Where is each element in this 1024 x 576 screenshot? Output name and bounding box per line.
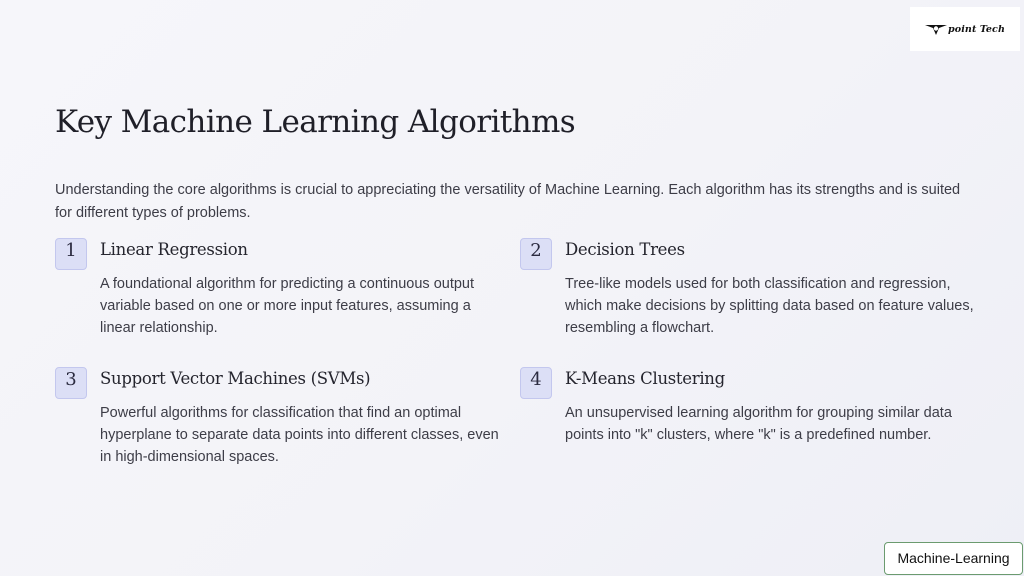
slide-title: Key Machine Learning Algorithms [55, 104, 576, 140]
number-badge: 1 [55, 238, 87, 270]
topic-tag[interactable]: Machine-Learning [884, 542, 1023, 575]
number-badge: 4 [520, 367, 552, 399]
intro-paragraph: Understanding the core algorithms is crucial to appreciating the versatility of Machine Learning. Each algorithm has its strengths and is suited for different types of problems. [55, 182, 961, 221]
number-badge: 2 [520, 238, 552, 270]
logo-text: point Tech [948, 23, 1005, 35]
algorithm-description: A foundational algorithm for predicting a continuous output variable based on one or more input features, assuming a linear relationship. [100, 276, 475, 337]
algorithm-description: Tree-like models used for both classification and regression, which make decisions by splitting data based on feature values, resembling a flowchart. [565, 276, 974, 337]
number-badge: 3 [55, 367, 87, 399]
algorithm-description: Powerful algorithms for classification that find an optimal hyperplane to separate data points into different classes, even in high-dimensional spaces. [100, 405, 499, 466]
logo-mark-icon [925, 22, 947, 36]
algorithm-title: Linear Regression [100, 240, 248, 259]
brand-logo[interactable] [910, 7, 1020, 51]
algorithm-title: K-Means Clustering [565, 369, 725, 388]
algorithm-title: Decision Trees [565, 240, 685, 259]
algorithm-title: Support Vector Machines (SVMs) [100, 369, 371, 388]
algorithm-description: An unsupervised learning algorithm for grouping similar data points into "k" clusters, where "k" is a predefined number. [565, 405, 952, 444]
